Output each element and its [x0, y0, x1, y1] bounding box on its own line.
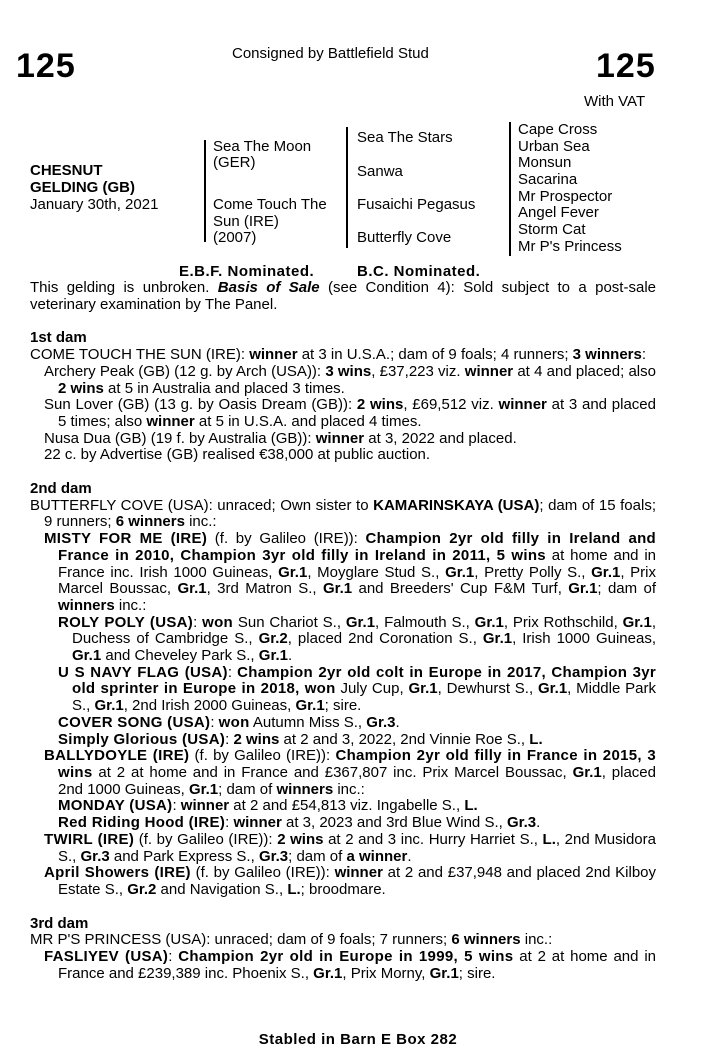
dam-line-2: Sun (IRE) — [213, 213, 279, 230]
ebf-nomination: E.B.F. Nominated. — [179, 263, 315, 280]
produce-entry: MISTY FOR ME (IRE) (f. by Galileo (IRE)): Champion 2yr old filly in Ireland and France in 2010, Champion 3yr old filly in Ireland in 2011, 5 wins at home and in France inc. Irish 1000 Guineas, Gr.1, Moyglare Stud S., Gr.1, Pretty Polly S., Gr.1, Prix Marcel Boussac, Gr.1, 3rd Matron S., Gr.1 and Breeders' Cup F&M Turf, Gr.1; dam of winners inc.: — [44, 530, 657, 614]
third-dam-heading: 3rd dam — [30, 914, 89, 932]
sire: Sea The Moon — [213, 138, 312, 155]
grand-produce-entry: ROLY POLY (USA): won Sun Chariot S., Gr.1, Falmouth S., Gr.1, Prix Rothschild, Gr.1, Duchess of Cambridge S., Gr.2, placed 2nd Coronation S., Gr.1, Irish 1000 Guineas, Gr.1 and Cheveley Park S., Gr.1. — [58, 613, 656, 665]
gen3-5: Mr Prospector — [518, 188, 613, 205]
gen3-7: Storm Cat — [518, 221, 586, 238]
pedigree-line-3 — [509, 122, 511, 256]
sire-country: (GER) — [213, 154, 256, 171]
gen3-6: Angel Fever — [518, 204, 599, 221]
sires-sire: Sea The Stars — [357, 129, 453, 146]
vat-status: With VAT — [584, 93, 646, 110]
first-dam-heading: 1st dam — [30, 329, 87, 347]
sale-conditions: This gelding is unbroken. Basis of Sale (see Condition 4): Sold subject to a post-sale veterinary examination by The Panel. — [30, 279, 656, 313]
pedigree-line-1 — [204, 140, 206, 242]
horse-type: GELDING (GB) — [30, 179, 135, 196]
grand-produce-entry: MONDAY (USA): winner at 2 and £54,813 viz. Ingabelle S., L. — [58, 797, 478, 815]
grand-produce-entry: U S NAVY FLAG (USA): Champion 2yr old colt in Europe in 2017, Champion 3yr old sprinter in Europe in 2018, won July Cup, Gr.1, Dewhurst S., Gr.1, Middle Park S., Gr.1, 2nd Irish 2000 Guineas, Gr.1; sire. — [58, 663, 657, 715]
lot-number-right: 125 — [596, 47, 656, 85]
basis-of-sale: Basis of Sale — [217, 279, 320, 296]
dam-line-3: (2007) — [213, 229, 257, 246]
produce-entry: BALLYDOYLE (IRE) (f. by Galileo (IRE)): Champion 2yr old filly in France in 2015, 3 wins at 2 at home and in France and £367,807 inc. Prix Marcel Boussac, Gr.1, placed 2nd 1000 Guineas, Gr.1; dam of winners inc.: — [44, 747, 657, 798]
third-dam-entry: MR P'S PRINCESS (USA): unraced; dam of 9 foals; 7 runners; 6 winners inc.: — [30, 931, 553, 949]
foaling-date: January 30th, 2021 — [30, 196, 159, 213]
first-dam-entry: COME TOUCH THE SUN (IRE): winner at 3 in U.S.A.; dam of 9 foals; 4 runners; 3 winners: — [30, 346, 647, 364]
catalogue-body — [30, 280, 656, 982]
sires-dam: Sanwa — [357, 163, 403, 180]
second-dam-entry: BUTTERFLY COVE (USA): unraced; Own sister to KAMARINSKAYA (USA); dam of 15 foals; 9 runners; 6 winners inc.: — [30, 496, 656, 531]
produce-entry: TWIRL (IRE) (f. by Galileo (IRE)): 2 wins at 2 and 3 inc. Hurry Harriet S., L., 2nd Musidora S., Gr.3 and Park Express S., Gr.3; dam of a winner. — [44, 830, 656, 865]
gen3-4: Sacarina — [518, 171, 578, 188]
grand-produce-entry: Red Riding Hood (IRE): winner at 3, 2023 and 3rd Blue Wind S., Gr.3. — [58, 814, 541, 832]
lot-number-left: 125 — [16, 47, 76, 85]
stabling-info: Stabled in Barn E Box 282 — [258, 1031, 458, 1048]
produce-entry: Archery Peak (GB) (12 g. by Arch (USA)): 3 wins, £37,223 viz. winner at 4 and placed; also 2 wins at 5 in Australia and placed 3 times. — [44, 362, 656, 397]
grand-produce-entry: Simply Glorious (USA): 2 wins at 2 and 3, 2022, 2nd Vinnie Roe S., L. — [58, 730, 543, 748]
horse-color: CHESNUT — [30, 162, 103, 179]
bc-nomination: B.C. Nominated. — [357, 263, 481, 280]
produce-entry: FASLIYEV (USA): Champion 2yr old in Europe in 1999, 5 wins at 2 at home and in France and £239,389 inc. Phoenix S., Gr.1, Prix Morny, Gr.1; sire. — [44, 948, 656, 982]
dams-dam: Butterfly Cove — [357, 229, 452, 246]
produce-entry: Sun Lover (GB) (13 g. by Oasis Dream (GB)): 2 wins, £69,512 viz. winner at 3 and placed 5 times; also winner at 5 in U.S.A. and placed 4 times. — [44, 396, 656, 430]
gen3-3: Monsun — [518, 154, 572, 171]
gen3-1: Cape Cross — [518, 121, 598, 138]
gen3-8: Mr P's Princess — [518, 238, 622, 255]
gen3-2: Urban Sea — [518, 138, 590, 155]
produce-entry: April Showers (IRE) (f. by Galileo (IRE)): winner at 2 and £37,948 and placed 2nd Kilboy Estate S., Gr.2 and Navigation S., L.; broodmare. — [44, 864, 656, 898]
consignor: Consigned by Battlefield Stud — [232, 45, 429, 62]
grand-produce-entry: COVER SONG (USA): won Autumn Miss S., Gr.3. — [58, 713, 400, 731]
second-dam-heading: 2nd dam — [30, 480, 92, 498]
produce-entry: Nusa Dua (GB) (19 f. by Australia (GB)): winner at 3, 2022 and placed. — [44, 429, 517, 447]
pedigree-line-2 — [346, 127, 348, 248]
dams-sire: Fusaichi Pegasus — [357, 196, 476, 213]
dam-line-1: Come Touch The — [213, 196, 327, 213]
produce-entry: 22 c. by Advertise (GB) realised €38,000 at public auction. — [44, 446, 431, 464]
